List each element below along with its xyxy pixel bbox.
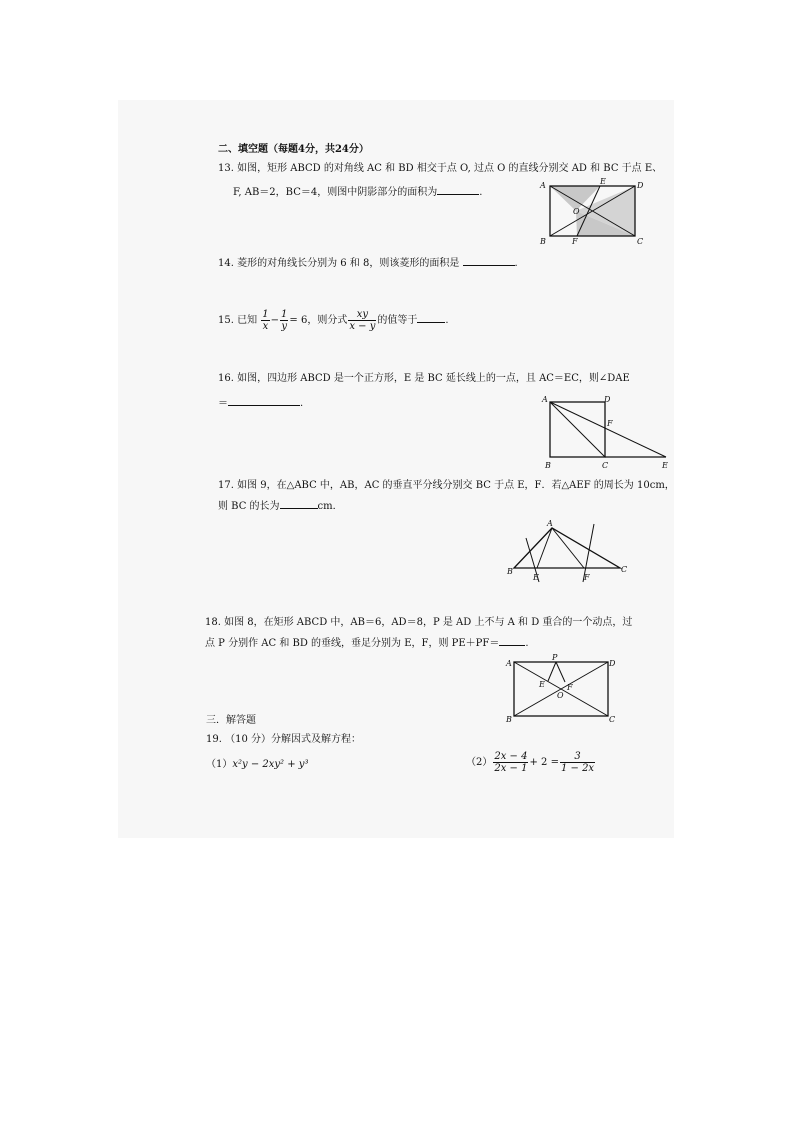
q16-line2 [218, 397, 303, 411]
q18-perp-pe [548, 662, 556, 681]
section-title-solve: 三．解答题 [206, 715, 256, 726]
q18-text: 点 P 分别作 AC 和 BD 的垂线，垂足分别为 E，F，则 PE＋PF＝ [205, 638, 500, 649]
q13-label-e: E [600, 177, 606, 186]
q15-minus: − [270, 315, 280, 326]
q14 [218, 257, 518, 271]
q18-line2 [205, 637, 529, 651]
q14-end: . [514, 258, 518, 269]
q19-part2 [466, 748, 596, 778]
q18-label-b: B [506, 715, 512, 724]
q16-answer-blank[interactable] [228, 405, 300, 406]
q15-end: . [445, 315, 449, 326]
q19-p2-frac-1 [493, 751, 528, 774]
q15-pre: 15. 已知 [218, 315, 258, 326]
q13-line2 [233, 186, 482, 200]
q18-label-a: A [506, 659, 512, 668]
q19-p2-label: （2） [466, 757, 493, 768]
q19-p2-plus: + 2 = [529, 757, 559, 768]
q15-f1-den: x [262, 321, 269, 332]
q16-eq: ＝ [218, 398, 228, 409]
q15-frac-1 [261, 309, 269, 332]
q17-figure [506, 516, 630, 588]
q18-end: . [525, 638, 529, 649]
q13-end: . [479, 187, 483, 198]
q15-f1-num: 1 [262, 309, 269, 320]
q18-figure [502, 652, 620, 726]
q15-eq: = 6，则分式 [289, 315, 348, 326]
q19-p1-expr: x²y − 2xy² + y³ [232, 759, 309, 770]
q19-p2-f2-den: 1 − 2x [560, 763, 595, 774]
q16-figure [538, 392, 676, 472]
q16-line-ae [550, 402, 666, 457]
q18-perp-pf [556, 662, 565, 682]
q17-unit: cm． [317, 501, 343, 512]
q17-line1: 17. 如图 9，在△ABC 中，AB，AC 的垂直平分线分别交 BC 于点 E，F．若△AEF 的周长为 10cm， [218, 480, 675, 491]
q18-answer-blank[interactable] [499, 645, 525, 646]
q18-label-p: P [552, 653, 558, 662]
q13-label-b: B [540, 237, 546, 246]
q18-label-f: F [567, 683, 573, 692]
q13-label-f: F [572, 237, 578, 246]
q16-end: . [300, 398, 304, 409]
q18-label-e: E [539, 680, 545, 689]
q15-frac-2 [280, 309, 288, 332]
q17-line-af [552, 528, 584, 568]
q18-label-o: O [557, 691, 564, 700]
q15-answer-blank[interactable] [417, 322, 445, 323]
q16-label-c: C [602, 461, 609, 470]
q15-f3-den: x − y [349, 321, 376, 332]
q13-figure [536, 176, 648, 246]
q19-p2-frac-2 [560, 751, 595, 774]
q16-label-d: D [604, 395, 611, 404]
q16-label-a: A [542, 395, 548, 404]
q16-label-b: B [545, 461, 551, 470]
q15-frac-3 [348, 309, 376, 332]
q17-label-b: B [507, 567, 513, 576]
q13-label-o: O [573, 207, 580, 216]
q17-label-c: C [621, 565, 628, 574]
q15-f2-den: y [281, 321, 288, 332]
q18-label-d: D [609, 659, 616, 668]
q19-part1 [206, 758, 308, 772]
q18-label-c: C [609, 715, 616, 724]
q18-line1: 18. 如图 8，在矩形 ABCD 中，AB＝6，AD＝8，P 是 AD 上不与 A 和 D 重合的一个动点，过 [205, 617, 633, 628]
q16-label-e: E [662, 461, 668, 470]
q16-line1: 16. 如图，四边形 ABCD 是一个正方形，E 是 BC 延长线上的一点，且 AC＝EC，则∠DAE [218, 373, 630, 384]
q17-label-f: F [584, 573, 590, 582]
q16-diag-ac [550, 402, 605, 457]
q19-p2-f1-num: 2x − 4 [494, 751, 528, 762]
q13-label-d: D [637, 181, 644, 190]
q17-label-a: A [547, 519, 553, 528]
q13-line1: 13. 如图，矩形 ABCD 的对角线 AC 和 BD 相交于点 O, 过点 O 的直线分别交 AD 和 BC 于点 E、 [218, 163, 663, 174]
section-title-fill-blank: 二、填空题（每题4分，共24分） [218, 144, 369, 155]
q19-p2-f1-den: 2x − 1 [494, 763, 528, 774]
q17-triangle [514, 528, 620, 568]
q19-title: 19. （10 分）分解因式及解方程： [206, 734, 361, 745]
q19-p1-label: （1） [206, 759, 233, 770]
q17-text: 则 BC 的长为 [218, 501, 280, 512]
q15-f2-num: 1 [281, 309, 288, 320]
q14-text: 14. 菱形的对角线长分别为 6 和 8，则该菱形的面积是 [218, 258, 460, 269]
q17-line2 [218, 500, 343, 514]
q17-line-ae [537, 528, 552, 568]
q13-answer-blank[interactable] [437, 194, 479, 195]
q19-p2-f2-num: 3 [560, 751, 595, 763]
q17-answer-blank[interactable] [280, 508, 318, 509]
q14-answer-blank[interactable] [463, 265, 515, 266]
q17-label-e: E [533, 573, 539, 582]
q15-f3-num: xy [348, 309, 376, 321]
q15-post: 的值等于 [377, 315, 418, 326]
q13-label-c: C [637, 237, 644, 246]
q15 [218, 308, 449, 334]
q13-text: F, AB＝2，BC＝4，则图中阴影部分的面积为 [233, 187, 438, 198]
q16-label-f: F [607, 419, 613, 428]
q13-label-a: A [540, 181, 546, 190]
